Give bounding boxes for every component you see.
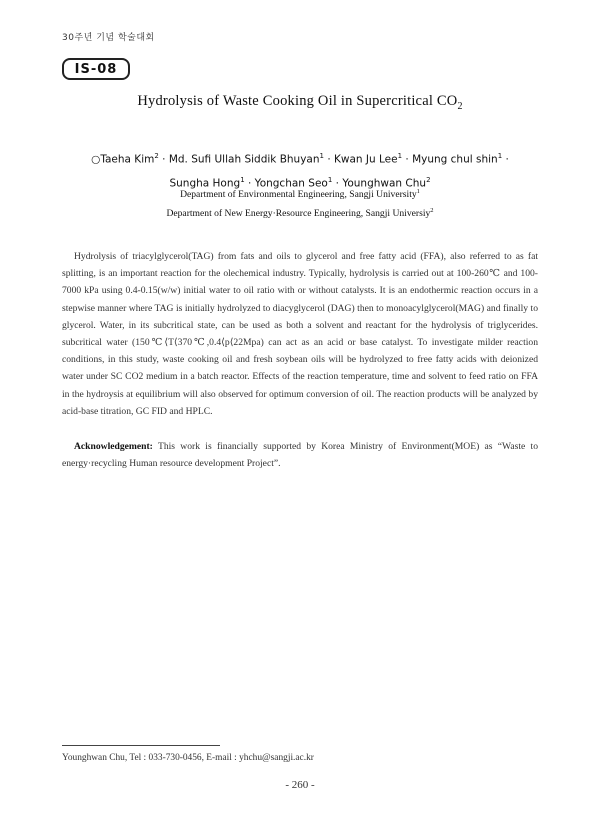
- author-separator: ·: [244, 177, 255, 189]
- author-affiliation-mark: 1: [327, 175, 333, 184]
- author-name: Md. Sufi Ullah Siddik Bhuyan: [168, 153, 320, 166]
- footnote-divider: [62, 745, 220, 746]
- author-name: Kwan Ju Lee: [334, 153, 398, 166]
- affiliation-text: Department of New Energy·Resource Engineering, Sangji Universiy: [166, 208, 431, 220]
- author-separator: ·: [158, 153, 169, 166]
- affiliation-line: [0, 184, 600, 203]
- author-affiliation-mark: 1: [240, 175, 245, 184]
- author-separator: ·: [332, 177, 343, 189]
- paper-title-subscript: 2: [457, 100, 463, 112]
- author-line-1: [0, 146, 600, 170]
- abstract-body: Hydrolysis of triacylglycerol(TAG) from fats and oils to glycerol and free fatty acid (FFA), also referred to as fat splitting, is an important reaction for the olechemical industry. Typically, hydrolysis is carried out at 100-260℃ and 100-7000 kPa using 0.4-0.15(w/w) initial water to oil ratio with or without catalysts. It is an endothermic reaction occurs in a stepwise manner where TAG is initially hydrolyzed to diacyglycerol (DAG) then to monoacylglycerol(MAG) and finally to glycerol. Water, in its subcritical state, can be used as both a solvent and reactant for the hydrolysis of triglycerides. subcritical water (150℃⟨T⟨370℃,0.4⟨p⟨22Mpa) can act as an acid or base catalyst. To investigate milder reaction conditions, in this study, waste cooking oil and fresh soybean oils will be hydrolyzed to free fatty acids with deionized water under SC CO2 medium in a batch reactor. Effects of the reaction temperature, time and solvent to feed ratio on FFA in the hydroysis at equilibrium will also observed for optimum conversion of oil. The reaction products will be analyzed by acid-base titration, GC FID and HPLC.: [62, 251, 538, 417]
- session-tag: IS-08: [62, 58, 130, 80]
- author-separator: ·: [502, 153, 509, 166]
- acknowledgement: [62, 438, 538, 472]
- footnote: Younghwan Chu, Tel : 033-730-0456, E-mail : yhchu@sangji.ac.kr: [62, 753, 314, 763]
- author-separator: ·: [323, 153, 334, 166]
- paper-title: [0, 93, 600, 112]
- author-separator: ·: [402, 153, 413, 166]
- paper-title-text: Hydrolysis of Waste Cooking Oil in Supercritical CO: [137, 93, 458, 109]
- acknowledgement-text: This work is financially supported by Korea Ministry of Environment(MOE) as “Waste to energy·recycling Human resource development Project”.: [62, 441, 538, 470]
- author-affiliation-mark: 1: [397, 152, 403, 160]
- affiliation-mark: 1: [416, 188, 420, 195]
- author-affiliation-mark: 2: [154, 152, 159, 160]
- author-affiliation-mark: 1: [319, 152, 324, 160]
- presenter-mark: ○: [91, 153, 101, 166]
- author-name: Yongchan Seo: [254, 177, 328, 189]
- author-affiliation-mark: 2: [426, 175, 431, 184]
- author-name: Taeha Kim: [100, 153, 155, 166]
- affiliation-mark: 2: [430, 207, 434, 215]
- author-affiliation-mark: 1: [497, 152, 503, 160]
- running-header: 30주년 기념 학술대회: [62, 33, 155, 43]
- affiliation-list: [0, 184, 600, 222]
- author-name: Sungha Hong: [169, 177, 241, 189]
- author-name: Myung chul shin: [412, 153, 498, 166]
- acknowledgement-label: Acknowledgement:: [74, 441, 153, 452]
- page-number: - 260 -: [285, 779, 315, 791]
- author-name: Younghwan Chu: [342, 177, 427, 189]
- affiliation-text: Department of Environmental Engineering, Sangji University: [180, 189, 417, 201]
- affiliation-line: [0, 203, 600, 222]
